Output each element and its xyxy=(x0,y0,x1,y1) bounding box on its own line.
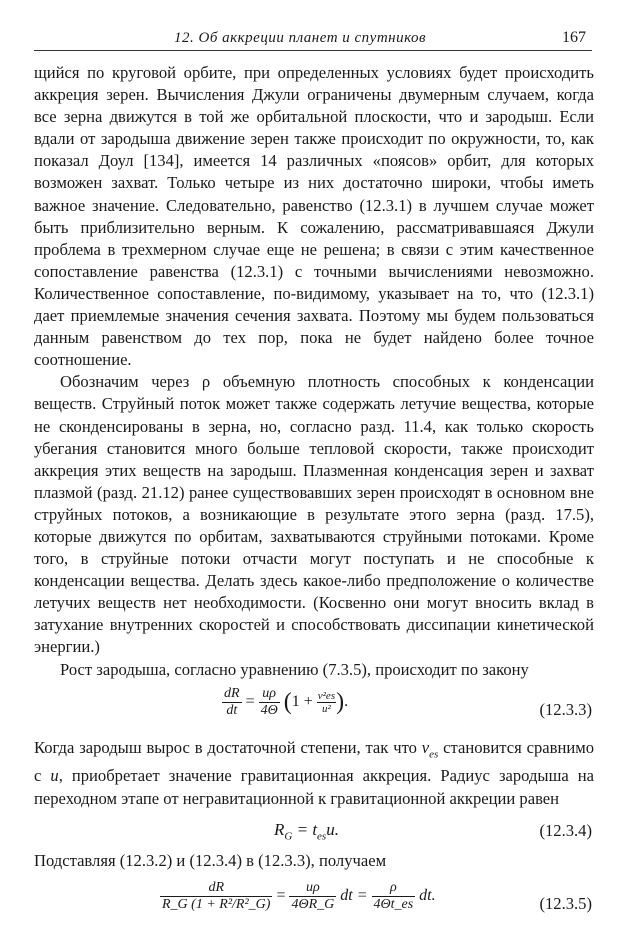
main-text-2 xyxy=(34,737,594,810)
page-number: 167 xyxy=(562,29,586,46)
paragraph: Подставляя (12.3.2) и (12.3.4) в (12.3.3), получаем xyxy=(34,851,387,870)
equation-12-3-5: $\frac{dR}{\text{R\_G (1 + R²/R²\_G)}}$ = $\frac{u\rho}{4\Theta R\_G}$ dt = $\frac{\rho}{4\Theta t\_es}$ dt. xyxy=(162,880,436,912)
running-header xyxy=(34,28,592,51)
equation-12-3-4: $R_G = t_{es}u$. xyxy=(274,820,339,843)
equation-number: (12.3.3) xyxy=(539,700,592,719)
equation-number: (12.3.4) xyxy=(539,821,592,840)
paragraph: Обозначим через ρ объемную плотность способных к конденсации веществ. Струйный поток может также содержать летучие вещества, которые не сконденсированы в зерна, но, согласно разд. 11.4, как только скорость убегания становится много больше тепловой скорости, также происходит аккреция этих веществ на зародыш. Плазменная конденсация зерен и захват плазмой (разд. 21.12) ранее существовавших зерен происходят в основном вне струйных потоков, а возникающие в результате этого зерна (разд. 17.5), которые движутся по орбитам, захватываются струйными потоками. Кроме того, в струйные потоки отчасти могут поступать и не способные к конденсации вещества. Делать здесь какое-либо предположение о количестве летучих веществ нет необходимости. (Косвенно они могут вносить вклад в затухание внутренних скоростей и способствовать диссипации кинетической энергии.) xyxy=(34,372,594,657)
paragraph: Рост зародыша, согласно уравнению (7.3.5), происходит по закону xyxy=(60,659,529,679)
fraction: $\frac{dR}{\text{R\_G (1 + R²/R²\_G)}}$ xyxy=(162,880,271,912)
paragraph: щийся по круговой орбите, при определенных условиях будет происходить аккреция зерен. Вычисления Джули ограничены двумерным случаем, когда все зерна движутся в той же орбитальной плоскости, что и зародыш. Если вдали от зародыша движение зерен также происходит по окружности, то, как показал Доул [134], имеется 14 различных «поясов» орбит, для которых возможен захват. Только четыре из них достаточно широки, чтобы иметь важное значение. Следовательно, равенство (12.3.1) в лучшем случае может быть приблизительно верным. К сожалению, рассматривавшаяся Джули проблема в трехмерном случае еще не решена; в связи с этим качественное сопоставление равенства (12.3.1) с точными вычислениями невозможно. Количественное сопоставление, по-видимому, указывает на то, что (12.3.1) дает приемлемые значения сечения захвата. Поэтому мы будем пользоваться данным равенством до тех пор, пока не будет найдено более точное соотношение. xyxy=(34,63,594,370)
paragraph: Когда зародыш вырос в достаточной степени, так что $v_{es}$ становится сравнимо с u, приобретает значение гравитационная аккреция. Радиус зародыша на переходном этапе от негравитационной к гравитационной аккреции равен xyxy=(34,738,594,808)
fraction: $\frac{\rho}{4\Theta t\_es}$ xyxy=(373,880,414,912)
fraction: $\frac{u\rho}{4\Theta}$ xyxy=(260,686,278,718)
equation-12-3-3: $\frac{dR}{dt}$ = $\frac{u\rho}{4\Theta}$ (1 + $\frac{\text{v²es}}{\text{u²}}$ ). xyxy=(224,686,349,718)
main-text xyxy=(34,62,594,681)
equation-number: (12.3.5) xyxy=(539,894,592,913)
fraction: $\frac{dR}{dt}$ xyxy=(224,686,240,718)
fraction: $\frac{\text{v²es}}{\text{u²}}$ xyxy=(317,690,336,715)
fraction: $\frac{u\rho}{4\Theta R\_G}$ xyxy=(291,880,335,912)
main-text-3 xyxy=(34,850,594,872)
chapter-title: 12. Об аккреции планет и спутников xyxy=(174,30,427,46)
